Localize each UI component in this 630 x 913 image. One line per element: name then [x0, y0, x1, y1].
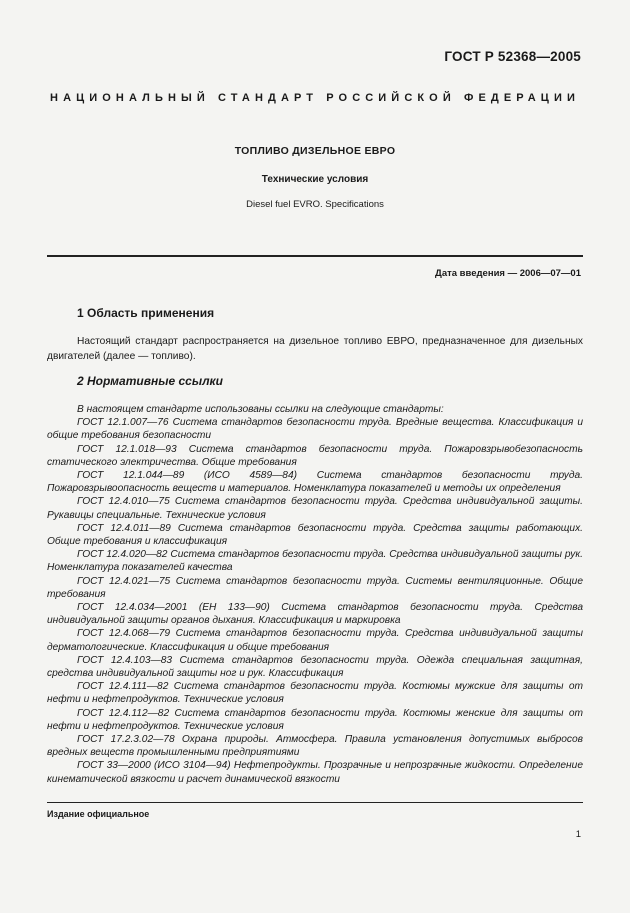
section-2-heading: 2 Нормативные ссылки [77, 374, 223, 388]
reference-item: ГОСТ 33—2000 (ИСО 3104—94) Нефтепродукты. Прозрачные и непрозрачные жидкости. Определение кинематической вязкости и расчет динамической вязкости [47, 760, 583, 785]
reference-item: ГОСТ 12.1.018—93 Система стандартов безопасности труда. Пожаровзрывобезопасность статического электричества. Общие требования [47, 443, 583, 468]
reference-item: ГОСТ 12.4.020—82 Система стандартов безопасности труда. Средства индивидуальной защиты рук. Номенклатура показателей качества [47, 549, 583, 574]
reference-item: ГОСТ 12.4.021—75 Система стандартов безопасности труда. Системы вентиляционные. Общие требования [47, 575, 583, 600]
effective-date: Дата введения — 2006—07—01 [435, 268, 581, 279]
document-number: ГОСТ Р 52368—2005 [444, 49, 581, 64]
edition-label: Издание официальное [47, 809, 150, 819]
footer-divider [47, 802, 583, 803]
reference-item: ГОСТ 17.2.3.02—78 Охрана природы. Атмосфера. Правила установления допустимых выбросов вредных веществ промышленными предприятиями [47, 734, 583, 759]
reference-item: ГОСТ 12.4.011—89 Система стандартов безопасности труда. Средства защиты работающих. Общие требования и классификация [47, 522, 583, 548]
header-divider [47, 255, 583, 257]
document-subtitle: Технические условия [261, 174, 369, 185]
reference-item: ГОСТ 12.4.112—82 Система стандартов безопасности труда. Костюмы женские для защиты от нефти и нефтепродуктов. Технические условия [47, 707, 583, 732]
document-title: ТОПЛИВО ДИЗЕЛЬНОЕ ЕВРО [234, 145, 396, 157]
reference-item: ГОСТ 12.4.034—2001 (ЕН 133—90) Система стандартов безопасности труда. Средства индивидуальной защиты органов дыхания. Классификация и маркировка [47, 602, 583, 627]
reference-item: ГОСТ 12.4.010—75 Система стандартов безопасности труда. Средства индивидуальной защиты. Рукавицы специальные. Технические условия [47, 496, 583, 521]
references-list [47, 403, 583, 786]
english-title: Diesel fuel EVRO. Specifications [246, 199, 384, 210]
reference-item: ГОСТ 12.1.007—76 Система стандартов безопасности труда. Вредные вещества. Классификация и общие требования безопасности [47, 417, 583, 442]
section-1-heading: 1 Область применения [77, 306, 215, 320]
reference-item: ГОСТ 12.4.103—83 Система стандартов безопасности труда. Одежда специальная защитная, средства индивидуальной защиты ног и рук. Классификация [47, 654, 583, 680]
national-standard-banner: НАЦИОНАЛЬНЫЙ СТАНДАРТ РОССИЙСКОЙ ФЕДЕРАЦИИ [50, 92, 580, 104]
reference-item: ГОСТ 12.4.068—79 Система стандартов безопасности труда. Средства индивидуальной защиты дерматологические. Классификация и общие требования [47, 628, 583, 653]
page-number: 1 [575, 829, 581, 840]
reference-item: ГОСТ 12.1.044—89 (ИСО 4589—84) Система стандартов безопасности труда. Пожаровзрывоопасность веществ и материалов. Номенклатура показателей и методы их определения [47, 470, 583, 495]
section-1-body: Настоящий стандарт распространяется на дизельное топливо ЕВРО, предназначенное для дизельных двигателей (далее — топливо). [47, 336, 583, 362]
reference-item: ГОСТ 12.4.111—82 Система стандартов безопасности труда. Костюмы мужские для защиты от нефти и нефтепродуктов. Технические условия [47, 681, 583, 706]
references-intro: В настоящем стандарте использованы ссылки на следующие стандарты: [77, 404, 444, 415]
